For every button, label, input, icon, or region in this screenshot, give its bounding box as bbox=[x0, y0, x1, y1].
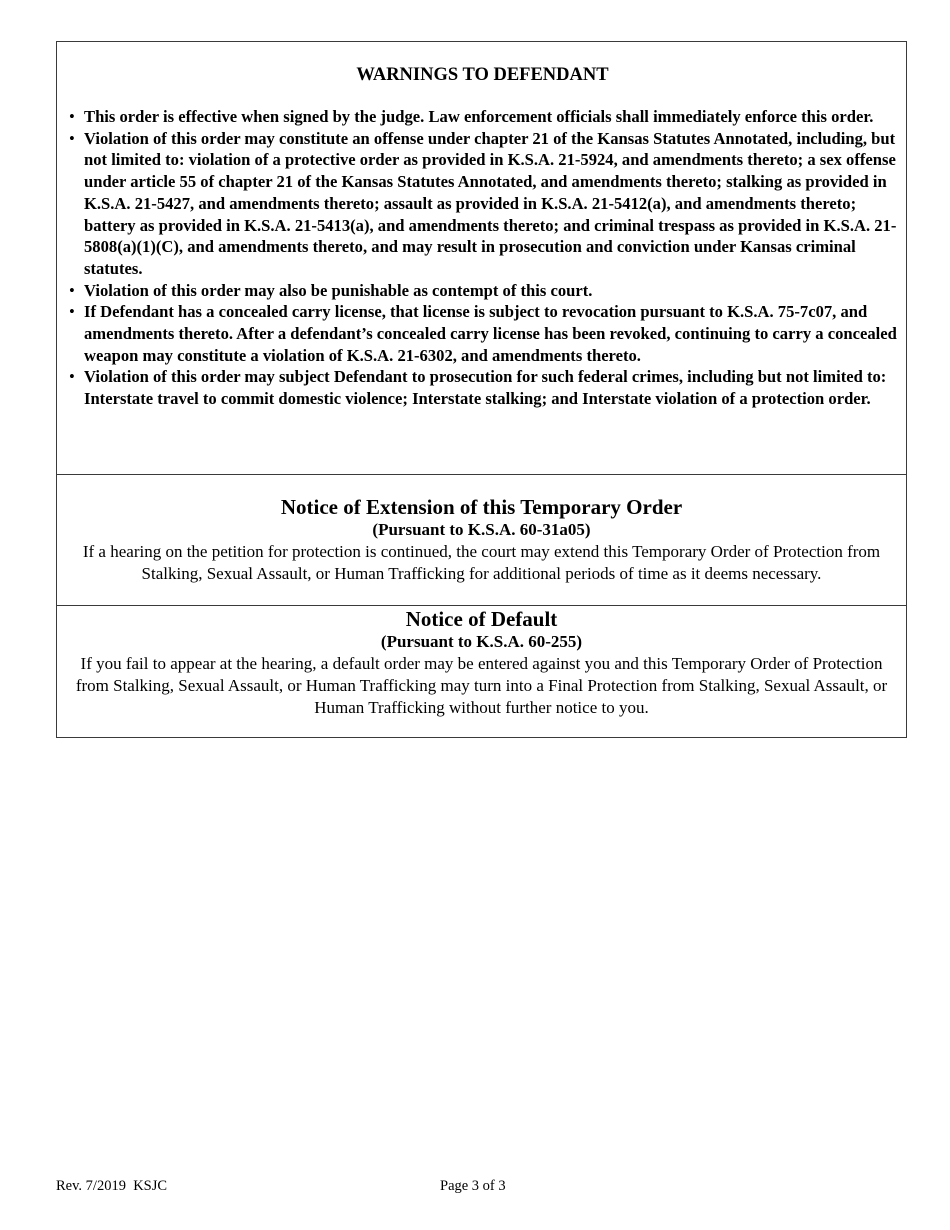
revision-label: Rev. 7/2019 KSJC bbox=[56, 1178, 168, 1194]
extension-notice-subtitle: (Pursuant to K.S.A. 60-31a05) bbox=[372, 520, 591, 539]
warning-item bbox=[67, 128, 898, 280]
default-notice-body: If you fail to appear at the hearing, a default order may be entered against you and this Temporary Order of Protection from Stalking, Sexual Assault, or Human Trafficking may turn into a Final Protection from Stalking, Sexual Assault, or Human Trafficking without further notice to you. bbox=[75, 654, 888, 717]
warning-item bbox=[67, 366, 898, 409]
warning-text: Violation of this order may also be punishable as contempt of this court. bbox=[84, 280, 593, 300]
bullet-icon: • bbox=[69, 367, 75, 387]
warning-text: Violation of this order may constitute an offense under chapter 21 of the Kansas Statutes Annotated, including, but not limited to: violation of a protective order as provided in K.S.A. 21-5924, and amendments thereto; a sex offense under article 55 of chapter 21 of the Kansas Statutes Annotated, and amendments thereto; stalking as provided in K.S.A. 21-5427, and amendments thereto; assault as provided in K.S.A. 21-5412(a), and amendments thereto; battery as provided in K.S.A. 21-5413(a), and amendments thereto; and criminal trespass as provided in K.S.A. 21-5808(a)(1)(C), and amendments thereto, and may result in prosecution and conviction under Kansas criminal statutes. bbox=[84, 128, 897, 278]
extension-notice-section bbox=[57, 475, 906, 606]
warning-item bbox=[67, 106, 898, 128]
warning-item bbox=[67, 301, 898, 366]
bullet-icon: • bbox=[69, 280, 75, 300]
warnings-section bbox=[57, 42, 906, 475]
default-notice-subtitle: (Pursuant to K.S.A. 60-255) bbox=[380, 632, 583, 651]
warning-text: Violation of this order may subject Defendant to prosecution for such federal crimes, including but not limited to: Interstate travel to commit domestic violence; Interstate stalking; and Interstate violation of a protection order. bbox=[84, 367, 887, 409]
bullet-icon: • bbox=[69, 302, 75, 322]
warning-text: This order is effective when signed by the judge. Law enforcement officials shall immediately enforce this order. bbox=[84, 107, 874, 126]
warnings-title: WARNINGS TO DEFENDANT bbox=[356, 65, 609, 85]
default-notice-title: Notice of Default bbox=[405, 607, 558, 631]
notice-frame bbox=[56, 41, 907, 738]
extension-notice-title: Notice of Extension of this Temporary Order bbox=[280, 495, 683, 519]
warning-item bbox=[67, 280, 898, 302]
warning-text: If Defendant has a concealed carry license, that license is subject to revocation pursuant to K.S.A. 75-7c07, and amendments thereto. After a defendant’s concealed carry license has been revoked, continuing to carry a concealed weapon may constitute a violation of K.S.A. 21-6302, and amendments thereto. bbox=[84, 302, 897, 365]
bullet-icon: • bbox=[69, 107, 75, 126]
page-number: Page 3 of 3 bbox=[440, 1178, 506, 1194]
bullet-icon: • bbox=[69, 128, 75, 148]
default-notice-section bbox=[57, 606, 906, 737]
extension-notice-body: If a hearing on the petition for protection is continued, the court may extend this Temporary Order of Protection from Stalking, Sexual Assault, or Human Trafficking for additional periods of time as it deems necessary. bbox=[82, 542, 881, 583]
warnings-list bbox=[67, 106, 898, 410]
